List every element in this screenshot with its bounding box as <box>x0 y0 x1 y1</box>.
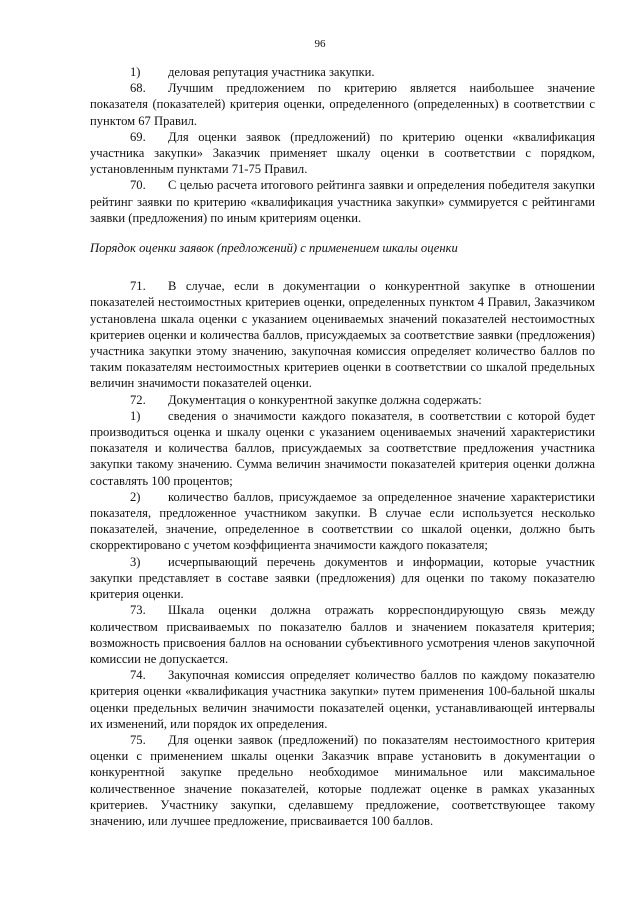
item-text: деловая репутация участника закупки. <box>168 65 375 79</box>
item-number: 1) <box>130 65 141 79</box>
item-number: 69. <box>130 129 146 144</box>
item-text: Шкала оценки должна отражать корреспондирующую связь между количеством присваиваемых по показателю баллов и значением показателя критерия; возможность присвоения баллов на основании субъективного усмотрения членов закупочной комиссии не допускается. <box>90 603 595 666</box>
item-number: 75. <box>130 732 146 747</box>
item-text: Для оценки заявок (предложений) по критерию оценки «квалификация участника закупки» Заказчик применяет шкалу оценки в соответствии с порядком, установленным пунктами 71-75 Правил. <box>90 129 595 177</box>
item-text: Для оценки заявок (предложений) по показателям нестоимостного критерия оценки с применением шкалы оценки Заказчик вправе установить в документации о конкурентной закупке предельно необходимое минимальное или максимальное количественное значение показателей, которые подлежат оценке в рамках указанных критериев. Участнику закупки, сделавшему предложение, соответствующее такому значению, или лучшее предложение, присваивается 100 баллов. <box>90 732 595 828</box>
paragraph-74 <box>90 667 595 732</box>
item-text: Лучшим предложением по критерию является наибольшее значение показателя (показателей) критерия оценки, определенного (определенных) в соответствии с пунктом 67 Правил. <box>90 81 595 128</box>
item-text: Документация о конкурентной закупке должна содержать: <box>168 392 482 407</box>
item-number: 72. <box>130 392 146 407</box>
paragraph-72 <box>90 392 595 408</box>
list-item <box>90 489 595 554</box>
item-text: В случае, если в документации о конкурентной закупке в отношении показателей нестоимостных критериев оценки, определенных пунктом 4 Правил, Заказчиком установлена шкала оценки с указанием оцениваемых значений показателей нестоимостных критериев оценки и количества баллов, присуждаемых за соответствие заявки (предложения) участника закупки этому значению, закупочная комиссия определяет количество баллов по таким показателям нестоимостных критериев оценки в соответствии со шкалой предельных величин значимости показателей оценки. <box>90 279 595 391</box>
item-number: 73. <box>130 603 146 618</box>
item-number: 71. <box>130 279 146 294</box>
item-text: количество баллов, присуждаемое за определенное значение характеристики показателя, предложенное участником закупки. В случае если используется несколько показателей, значение, определенное в соответствии со шкалой оценки, должно быть скорректировано с учетом коэффициента значимости каждого показателя; <box>90 489 595 553</box>
paragraph-69 <box>90 129 595 178</box>
list-item <box>90 554 595 603</box>
paragraph-68 <box>90 80 595 129</box>
item-text: С целью расчета итогового рейтинга заявки и определения победителя закупки рейтинг заявки по критерию «квалификация участника закупки» суммируется с рейтингами заявки (предложения) по иным критериям оценки. <box>90 178 595 225</box>
item-number: 1) <box>130 408 141 423</box>
list-item <box>90 408 595 489</box>
section-heading: Порядок оценки заявок (предложений) с применением шкалы оценки <box>90 241 458 256</box>
item-number: 68. <box>130 81 146 96</box>
item-number: 74. <box>130 668 146 683</box>
paragraph-75 <box>90 732 595 829</box>
page-number: 96 <box>314 38 326 50</box>
paragraph-73 <box>90 602 595 667</box>
item-number: 70. <box>130 178 146 193</box>
document-body <box>90 64 595 829</box>
item-number: 3) <box>130 554 141 569</box>
paragraph-71 <box>90 278 595 391</box>
item-text: Закупочная комиссия определяет количество баллов по каждому показателю критерия оценки «квалификация участника закупки» путем применения 100-бальной шкалы оценки предельных величин значимости показателей оценки, устанавливающей интервалы их изменений, или порядок их определения. <box>90 668 595 731</box>
paragraph-70 <box>90 177 595 226</box>
item-text: исчерпывающий перечень документов и информации, которые участник закупки представляет в составе заявки (предложения) для оценки по такому показателю критерия оценки. <box>90 554 595 602</box>
list-item <box>90 64 595 80</box>
item-number: 2) <box>130 489 141 504</box>
item-text: сведения о значимости каждого показателя, в соответствии с которой будет производиться оценка и шкалу оценки с указанием оцениваемых значений характеристики показателя и количества баллов, присуждаемых за соответствие предложения участника закупки такому значению. Сумма величин значимости показателей критерия оценки должна составлять 100 процентов; <box>90 408 595 488</box>
